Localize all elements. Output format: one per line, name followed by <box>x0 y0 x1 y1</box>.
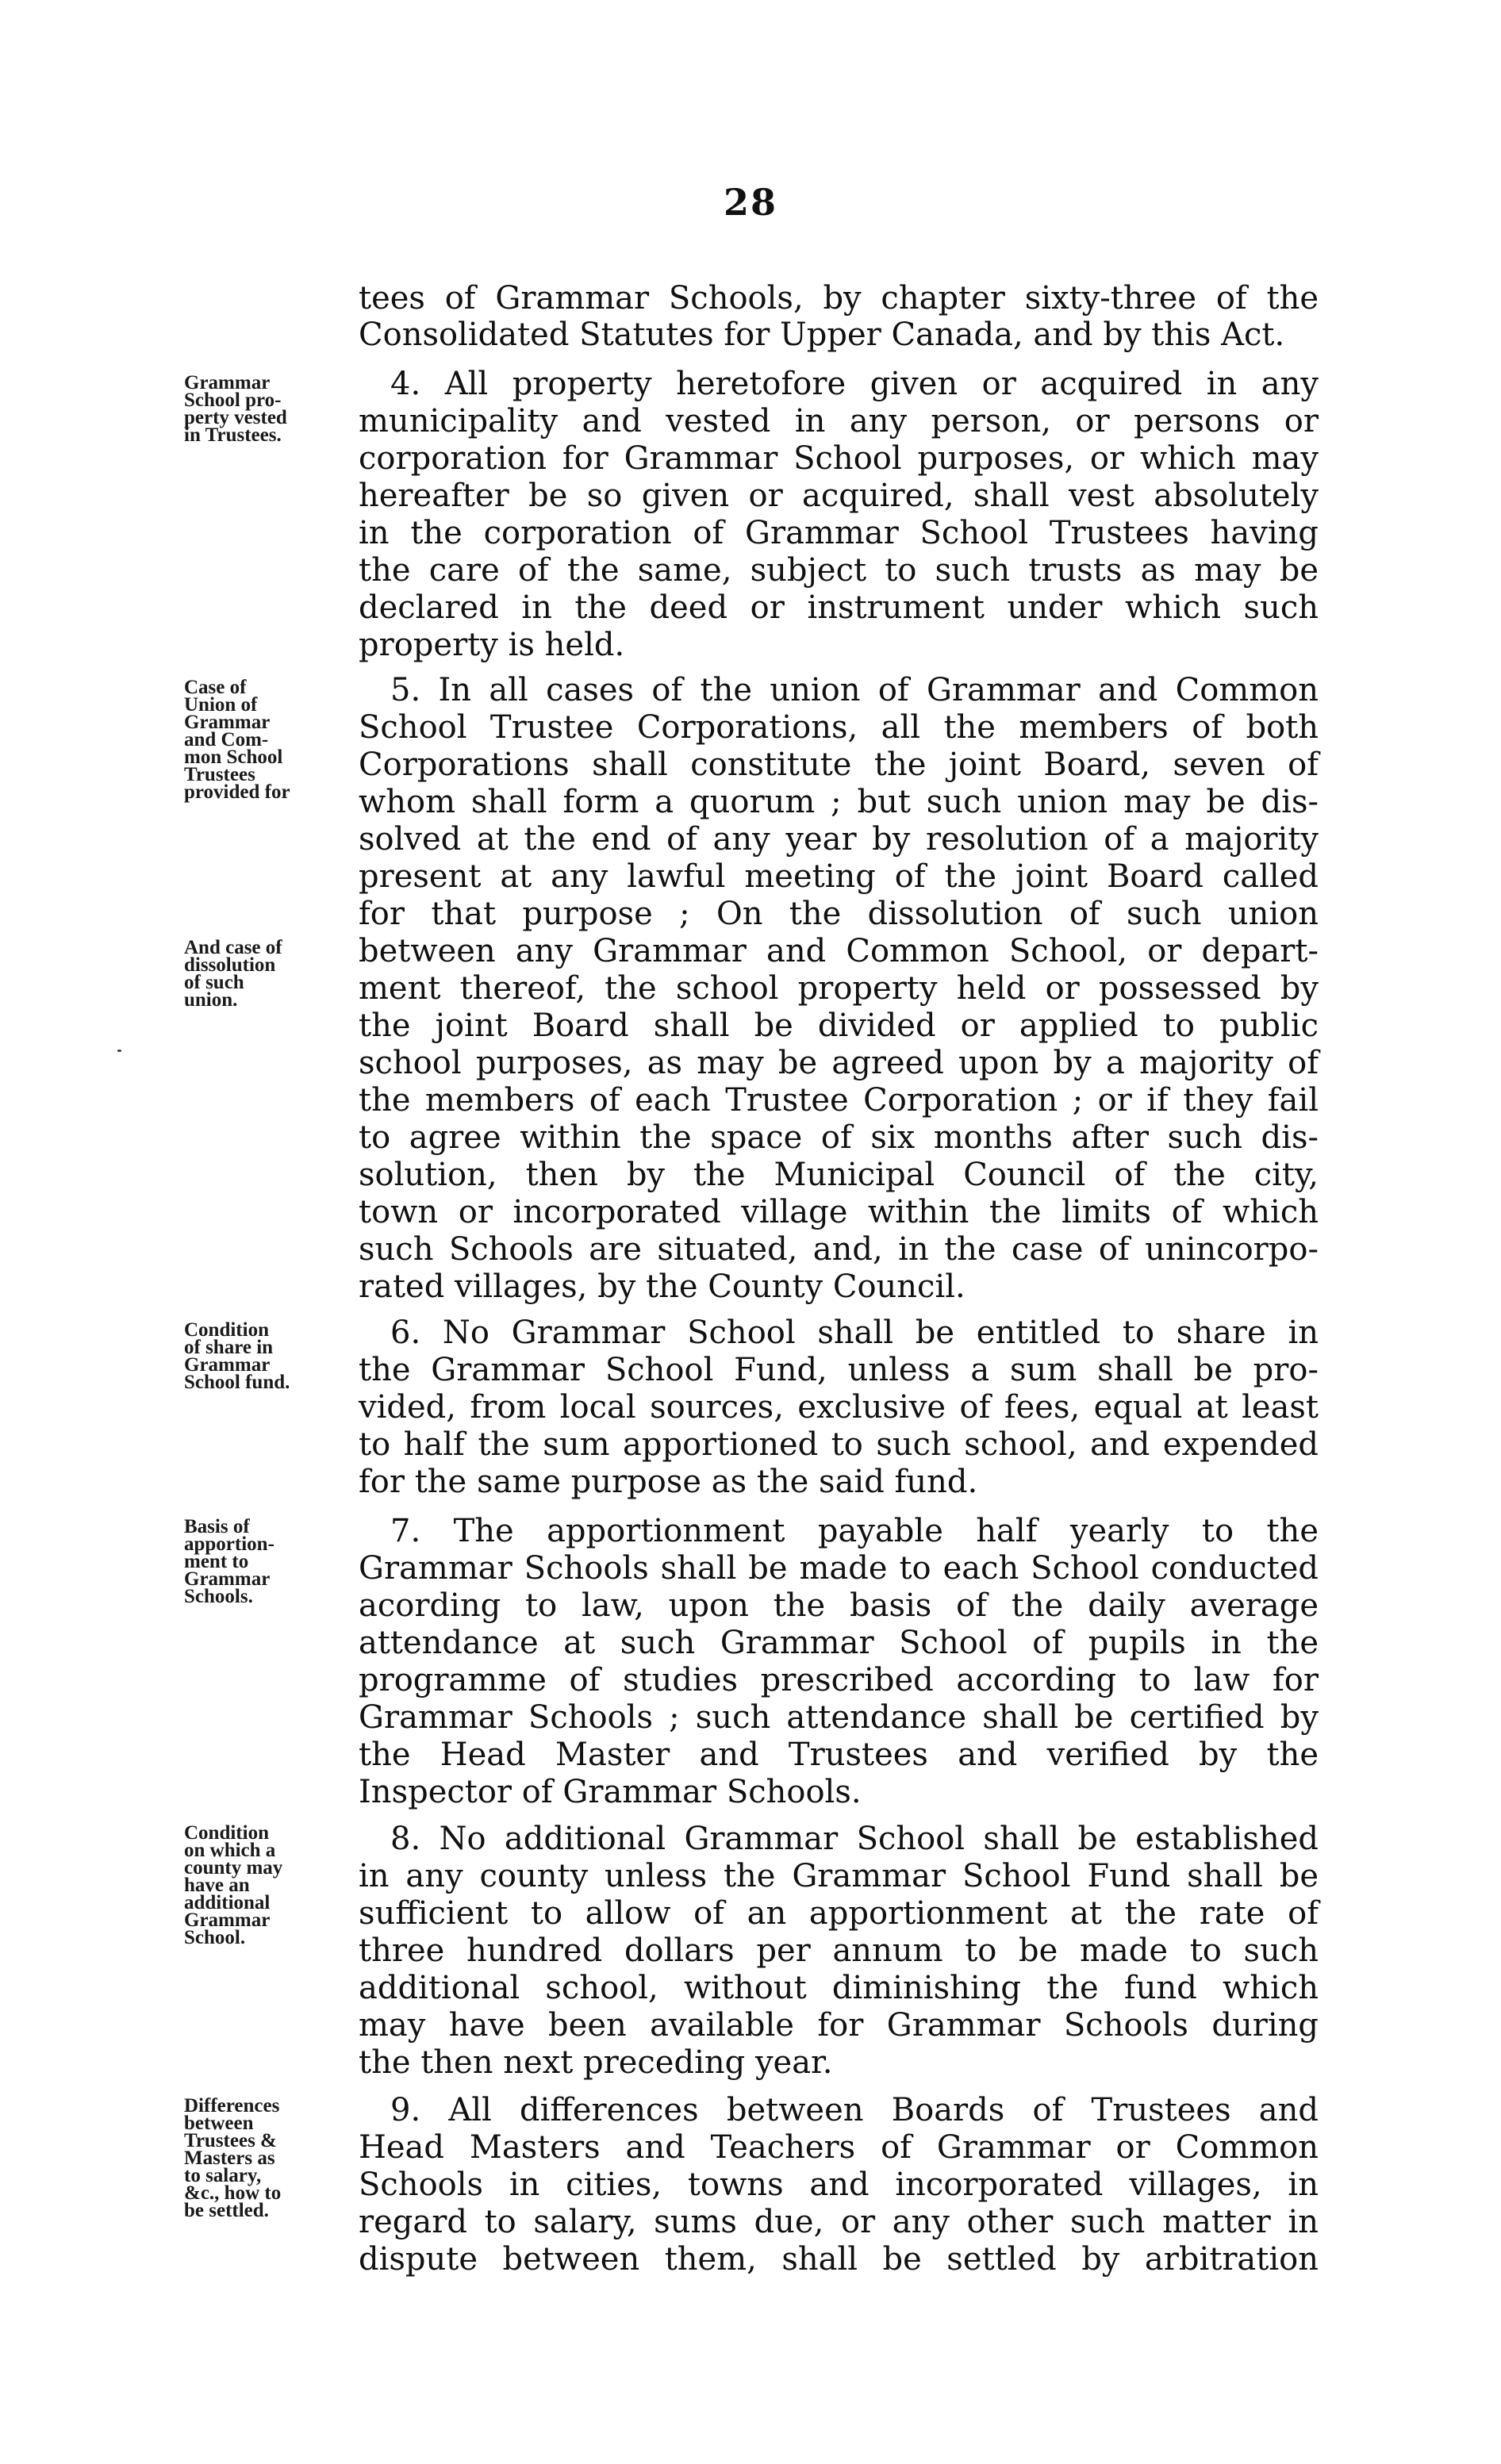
page-number: 28 <box>723 181 777 224</box>
margin-note-line: be settled. <box>184 2200 269 2221</box>
body-line: programme of studies prescribed according to law for <box>359 1662 1319 1698</box>
body-line: present at any lawful meeting of the joint Board called <box>359 858 1319 895</box>
margin-note-property-vested <box>184 374 355 444</box>
body-line: the Grammar School Fund, unless a sum shall be pro- <box>359 1352 1319 1388</box>
margin-note-line: in Trustees. <box>184 424 282 446</box>
margin-note-line: have an <box>184 1875 250 1896</box>
body-line: Grammar Schools shall be made to each School conducted <box>359 1550 1319 1587</box>
body-line: solution, then by the Municipal Council of the city, <box>359 1157 1319 1193</box>
margin-note-line: Basis of <box>184 1516 250 1537</box>
body-line: municipality and vested in any person, or persons or <box>359 403 1319 439</box>
body-line: whom shall form a quorum ; but such union may be dis- <box>359 784 1319 820</box>
section-8-start: 8. No additional Grammar School shall be established <box>390 1821 1319 1857</box>
margin-note-line: county may <box>184 1857 283 1879</box>
body-line: acording to law, upon the basis of the daily average <box>359 1587 1319 1624</box>
body-line: Consolidated Statutes for Upper Canada, and by this Act. <box>359 317 1285 353</box>
body-line: in any county unless the Grammar School Fund shall be <box>359 1858 1319 1894</box>
margin-note-line: School fund. <box>184 1372 290 1393</box>
body-line: the joint Board shall be divided or applied to public <box>359 1007 1319 1044</box>
body-line: for the same purpose as the said fund. <box>359 1464 978 1500</box>
margin-note-line: and Com- <box>184 729 269 750</box>
body-line: to half the sum apportioned to such school, and expended <box>359 1426 1319 1463</box>
margin-note-dissolution <box>184 939 355 1009</box>
margin-note-line: ment to <box>184 1551 249 1572</box>
body-line: the Head Master and Trustees and verified by the <box>359 1737 1319 1773</box>
section-7-start: 7. The apportionment payable half yearly to the <box>390 1513 1319 1549</box>
margin-note-share-condition <box>184 1319 355 1393</box>
body-line: Corporations shall constitute the joint Board, seven of <box>359 746 1319 783</box>
section-5-start: 5. In all cases of the union of Grammar and Common <box>390 672 1319 708</box>
margin-note-line: Grammar <box>184 372 271 393</box>
body-line: property is held. <box>359 627 625 663</box>
body-line: in the corporation of Grammar School Trustees having <box>359 515 1319 551</box>
body-line: school purposes, as may be agreed upon by a majority of <box>359 1045 1319 1081</box>
margin-note-line: Grammar <box>184 712 271 733</box>
margin-note-line: Trustees <box>184 764 255 785</box>
margin-note-line: &c., how to <box>184 2182 282 2204</box>
margin-note-line: provided for <box>184 781 290 803</box>
body-line: vided, from local sources, exclusive of fees, equal at least <box>359 1389 1319 1426</box>
margin-note-line: dissolution <box>184 954 276 976</box>
margin-note-line: Trustees & <box>184 2130 277 2151</box>
body-line: attendance at such Grammar School of pupils in the <box>359 1625 1319 1661</box>
body-line: School Trustee Corporations, all the members of both <box>359 709 1319 746</box>
body-line: three hundred dollars per annum to be made to such <box>359 1932 1319 1969</box>
margin-note-line: union. <box>184 989 238 1011</box>
body-line: between any Grammar and Common School, or depart- <box>359 933 1319 969</box>
margin-note-line: Schools. <box>184 1586 253 1607</box>
margin-note-line: between <box>184 2113 254 2134</box>
margin-note-line: Condition <box>184 1822 269 1844</box>
margin-note-additional-school <box>184 1822 355 1948</box>
margin-note-line: mon School <box>184 746 283 768</box>
body-line: declared in the deed or instrument under which such <box>359 589 1319 626</box>
body-line: Grammar Schools ; such attendance shall be certified by <box>359 1699 1319 1736</box>
body-line: sufficient to allow of an apportionment at the rate of <box>359 1895 1319 1932</box>
body-line: regard to salary, sums due, or any other such matter in <box>359 2204 1319 2240</box>
section-9-start: 9. All differences between Boards of Trustees and <box>390 2092 1319 2128</box>
margin-note-apportionment-basis <box>184 1518 355 1606</box>
body-line: for that purpose ; On the dissolution of such union <box>359 896 1319 932</box>
margin-note-line: additional <box>184 1892 271 1913</box>
margin-note-differences-settled <box>184 2097 355 2220</box>
margin-note-line: of share in <box>184 1337 274 1358</box>
body-line: town or incorporated village within the limits of which <box>359 1194 1319 1230</box>
margin-note-line: on which a <box>184 1840 276 1861</box>
body-line: additional school, without diminishing the fund which <box>359 1970 1319 2006</box>
body-line: the care of the same, subject to such trusts as may be <box>359 552 1319 589</box>
body-line: hereafter be so given or acquired, shall vest absolutely <box>359 478 1319 514</box>
body-line: tees of Grammar Schools, by chapter sixty-three of the <box>359 280 1319 317</box>
margin-note-line: Union of <box>184 694 258 716</box>
margin-note-line: apportion- <box>184 1533 274 1555</box>
margin-note-line: School pro- <box>184 390 282 411</box>
margin-note-line: Grammar <box>184 1909 271 1931</box>
body-line: Inspector of Grammar Schools. <box>359 1774 862 1810</box>
section-6-start: 6. No Grammar School shall be entitled to share in <box>390 1315 1319 1351</box>
margin-note-line: Grammar <box>184 1354 271 1376</box>
body-line: the members of each Trustee Corporation ; or if they fail <box>359 1082 1319 1119</box>
margin-note-line: perty vested <box>184 407 287 428</box>
margin-note-line: Grammar <box>184 1568 271 1590</box>
body-line: such Schools are situated, and, in the case of unincorpo- <box>359 1231 1319 1268</box>
body-line: to agree within the space of six months after such dis- <box>359 1119 1319 1156</box>
margin-note-line: School. <box>184 1927 246 1948</box>
body-line: corporation for Grammar School purposes, or which may <box>359 440 1319 477</box>
body-line: the then next preceding year. <box>359 2044 833 2081</box>
ink-speck <box>117 1050 121 1052</box>
margin-note-line: to salary, <box>184 2165 262 2186</box>
margin-note-line: of such <box>184 972 244 993</box>
body-line: solved at the end of any year by resolution of a majority <box>359 821 1319 858</box>
body-line: ment thereof, the school property held or possessed by <box>359 970 1319 1007</box>
body-line: rated villages, by the County Council. <box>359 1268 965 1305</box>
body-line: dispute between them, shall be settled by arbitration <box>359 2241 1319 2278</box>
section-4-start: 4. All property heretofore given or acquired in any <box>390 366 1319 402</box>
margin-note-line: Condition <box>184 1319 269 1341</box>
body-line: Schools in cities, towns and incorporated villages, in <box>359 2167 1319 2203</box>
body-line: Head Masters and Teachers of Grammar or Common <box>359 2129 1319 2166</box>
body-line: may have been available for Grammar Schools during <box>359 2007 1319 2044</box>
margin-note-union-of-trustees <box>184 679 355 801</box>
margin-note-line: Masters as <box>184 2147 275 2169</box>
margin-note-line: Case of <box>184 677 247 698</box>
margin-note-line: Differences <box>184 2095 280 2117</box>
margin-note-line: And case of <box>184 937 282 958</box>
